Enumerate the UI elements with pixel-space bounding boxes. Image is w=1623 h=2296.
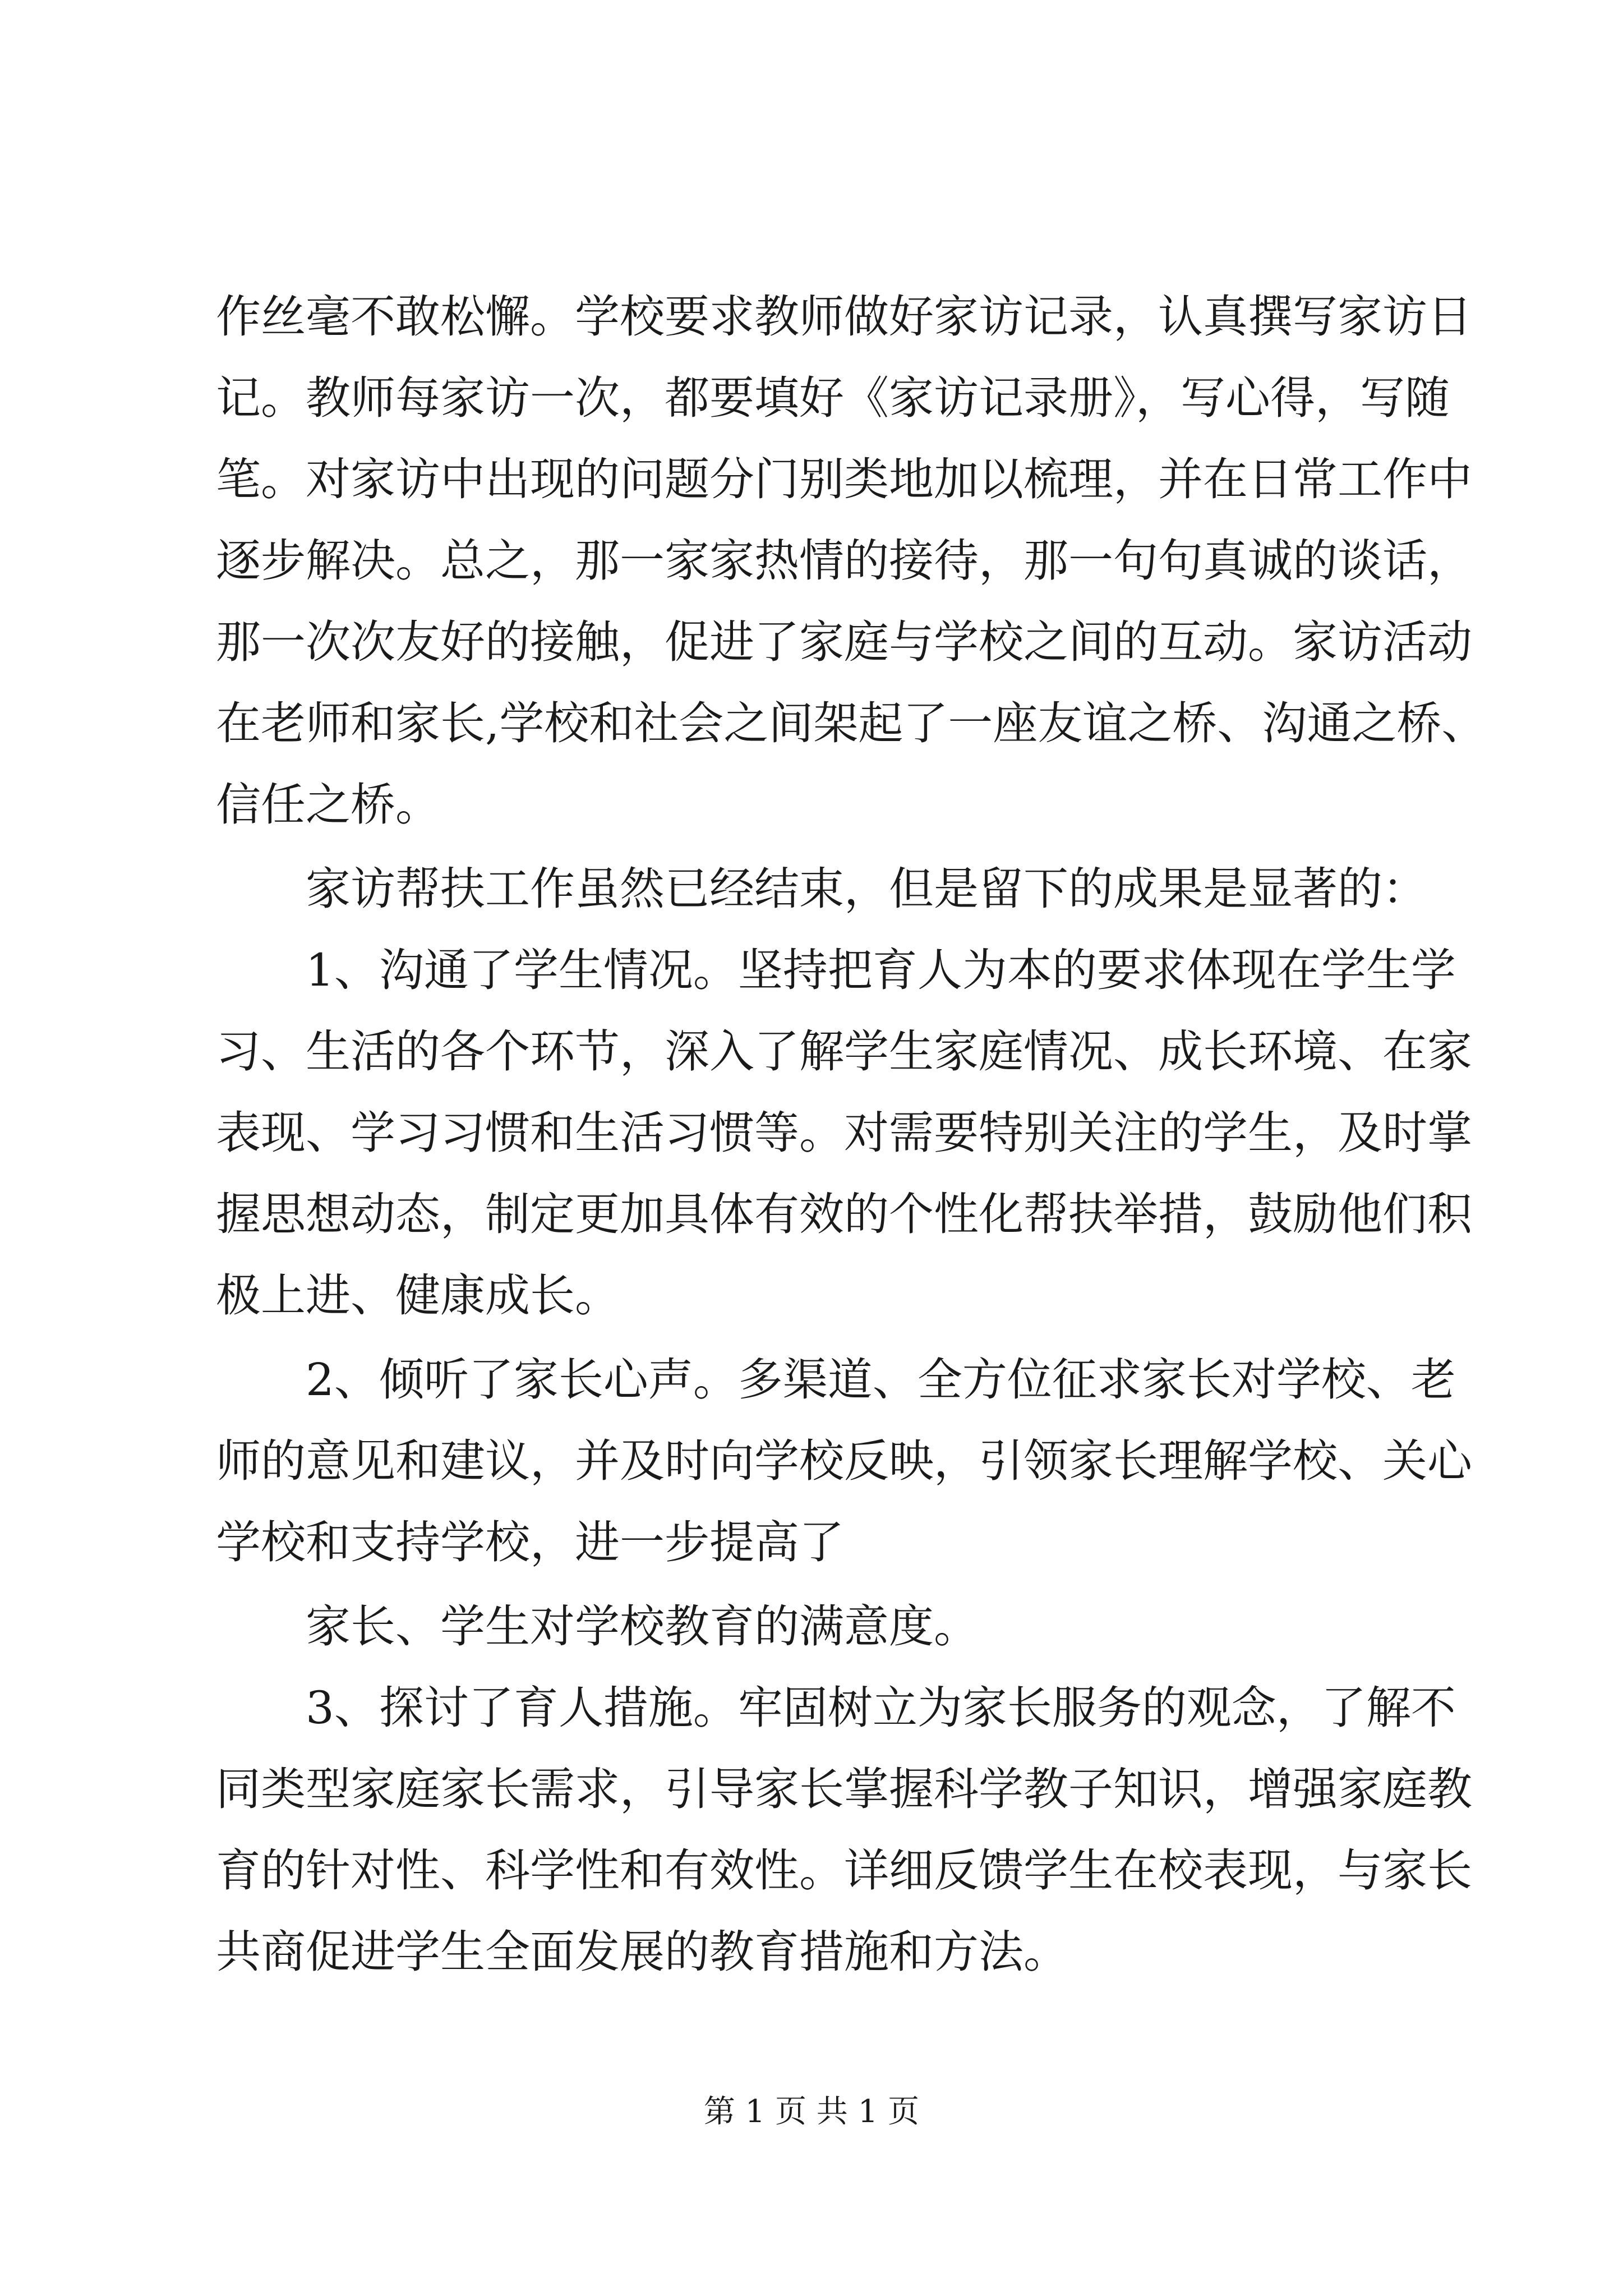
- body-line: 信任之桥。: [216, 779, 440, 831]
- body-line: 表现、学习习惯和生活习惯等。对需要特别关注的学生，及时掌: [216, 1107, 1472, 1159]
- body-line: 那一次次友好的接触，促进了家庭与学校之间的互动。家访活动: [216, 616, 1472, 668]
- page-number-footer: 第 1 页 共 1 页: [703, 2093, 920, 2130]
- list-item-2: 2、倾听了家长心声。多渠道、全方位征求家长对学校、老: [306, 1354, 1456, 1406]
- body-line: 记。教师每家访一次，都要填好《家访记录册》，写心得，写随: [216, 372, 1450, 424]
- body-line: 同类型家庭家长需求，引导家长掌握科学教子知识，增强家庭教: [216, 1763, 1472, 1815]
- body-line: 习、生活的各个环节，深入了解学生家庭情况、成长环境、在家: [216, 1025, 1472, 1078]
- body-line: 共商促进学生全面发展的教育措施和方法。: [216, 1926, 1068, 1978]
- body-line: 逐步解决。总之，那一家家热情的接待，那一句句真诚的谈话，: [216, 535, 1472, 587]
- body-line: 师的意见和建议，并及时向学校反映，引领家长理解学校、关心: [216, 1435, 1472, 1487]
- body-line: 笔。对家访中出现的问题分门别类地加以梳理，并在日常工作中: [216, 453, 1472, 505]
- body-line: 育的针对性、科学性和有效性。详细反馈学生在校表现，与家长: [216, 1844, 1472, 1897]
- list-item-1: 1、沟通了学生情况。坚持把育人为本的要求体现在学生学: [306, 944, 1456, 996]
- body-line: 极上进、健康成长。: [216, 1269, 620, 1322]
- body-line: 握思想动态，制定更加具体有效的个性化帮扶举措，鼓励他们积: [216, 1188, 1472, 1240]
- body-line: 学校和支持学校，进一步提高了: [216, 1516, 844, 1568]
- paragraph-intro: 家访帮扶工作虽然已经结束，但是留下的成果是显著的：: [306, 863, 1427, 915]
- body-line: 作丝毫不敢松懈。学校要求教师做好家访记录，认真撰写家访日: [216, 291, 1472, 343]
- body-line: 在老师和家长,学校和社会之间架起了一座友谊之桥、沟通之桥、: [216, 697, 1487, 749]
- paragraph-continuation: 家长、学生对学校教育的满意度。: [306, 1600, 979, 1653]
- list-item-3: 3、探讨了育人措施。牢固树立为家长服务的观念，了解不: [306, 1682, 1456, 1734]
